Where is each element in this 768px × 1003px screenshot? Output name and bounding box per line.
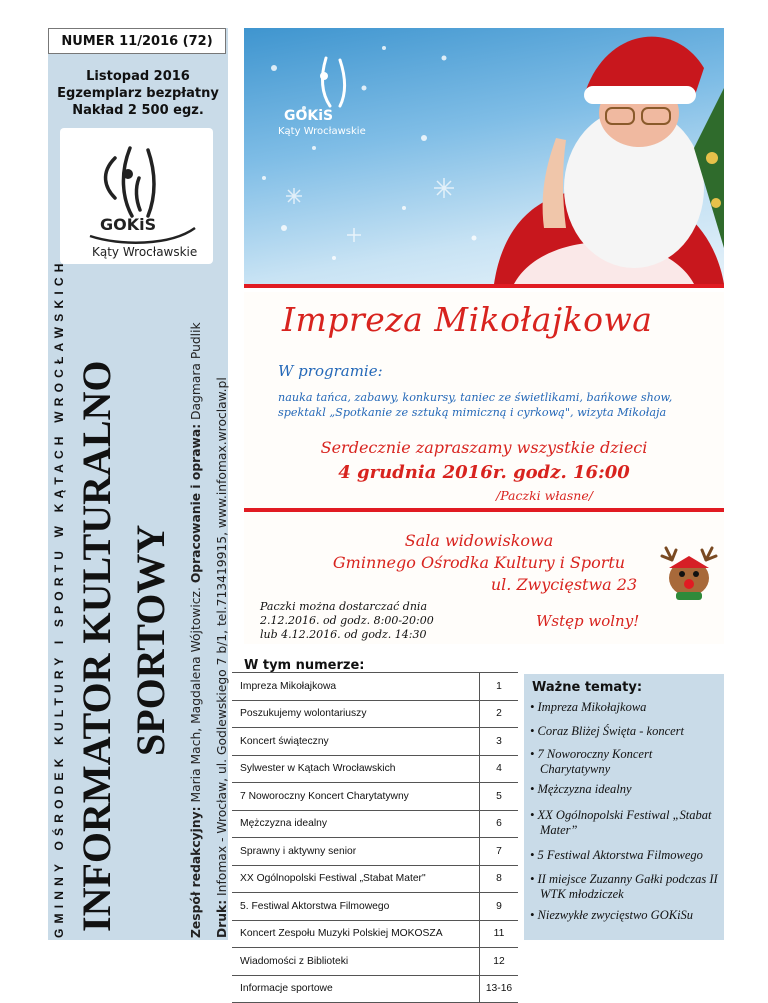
topic-item bbox=[530, 782, 722, 797]
editorial-team bbox=[188, 322, 204, 938]
topic-text: 5 Festiwal Aktorstwa Filmowego bbox=[537, 848, 703, 862]
bullet-icon: • bbox=[530, 908, 538, 922]
toc-entry-title: Sprawny i aktywny senior bbox=[232, 838, 480, 866]
toc-entry-page: 11 bbox=[480, 920, 519, 948]
toc-row[interactable] bbox=[232, 865, 518, 893]
topic-text: II miejsce Zuzanny Gałki podczas II WTK młodziczek bbox=[537, 872, 718, 901]
toc-entry-title: Informacje sportowe bbox=[232, 975, 480, 1003]
bullet-icon: • bbox=[530, 747, 538, 761]
toc-entry-page: 3 bbox=[480, 728, 519, 756]
venue-line-3: ul. Zwycięstwa 23 bbox=[490, 575, 638, 594]
hero-divider bbox=[244, 284, 724, 288]
issue-print-run: Nakład 2 500 egz. bbox=[72, 103, 204, 118]
toc-entry-title: XX Ogólnopolski Festiwal „Stabat Mater" bbox=[232, 865, 480, 893]
toc-entry-page: 1 bbox=[480, 673, 519, 701]
organization-name: GMINNY OŚRODEK KULTURY I SPORTU W KĄTACH WROCŁAWSKICH bbox=[52, 258, 66, 938]
topic-item bbox=[530, 872, 722, 902]
topic-item bbox=[530, 724, 722, 739]
toc-row[interactable] bbox=[232, 975, 518, 1003]
toc-row[interactable] bbox=[232, 783, 518, 811]
toc-entry-page: 6 bbox=[480, 810, 519, 838]
newsletter-title-line1: INFORMATOR KULTURALNO bbox=[74, 360, 119, 932]
admission-free: Wstęp wolny! bbox=[536, 612, 640, 630]
topics-heading: Ważne tematy: bbox=[532, 680, 643, 695]
logo-text: GOKiS bbox=[100, 215, 157, 234]
newsletter-title-line2: SPORTOWY bbox=[128, 524, 173, 756]
hero-logo-subtext: Kąty Wrocławskie bbox=[278, 126, 366, 137]
topic-item bbox=[530, 808, 722, 838]
package-line-1: Paczki można dostarczać dnia bbox=[260, 600, 428, 613]
bullet-icon: • bbox=[530, 724, 538, 738]
topic-item bbox=[530, 747, 722, 777]
gokis-logo bbox=[60, 128, 213, 264]
topic-text: Coraz Bliżej Święta - koncert bbox=[537, 724, 685, 738]
toc-entry-page: 8 bbox=[480, 865, 519, 893]
design-label: Opracowanie i oprawa: bbox=[189, 423, 203, 584]
toc-entry-page: 7 bbox=[480, 838, 519, 866]
toc-row[interactable] bbox=[232, 728, 518, 756]
venue-line-1: Sala widowiskowa bbox=[404, 531, 554, 550]
print-details: Infomax - Wrocław, ul. Godlewskiego 7 b/1, tel.713419915, www.infomax.wroclaw.pl bbox=[215, 377, 229, 896]
event-venue bbox=[244, 530, 714, 596]
team-names: Maria Mach, Magdalena Wójtowicz. bbox=[189, 587, 203, 803]
gokis-logo-mark bbox=[60, 128, 213, 264]
toc-row[interactable] bbox=[232, 838, 518, 866]
santa-hero-image bbox=[244, 28, 724, 284]
toc-row[interactable] bbox=[232, 810, 518, 838]
event-title: Impreza Mikołajkowa bbox=[282, 300, 653, 339]
topic-item bbox=[530, 848, 722, 863]
toc-entry-title: Poszukujemy wolontariuszy bbox=[232, 700, 480, 728]
topic-item bbox=[530, 908, 722, 923]
issue-month: Listopad 2016 bbox=[86, 69, 190, 84]
logo-subtext: Kąty Wrocławskie bbox=[92, 245, 198, 259]
bullet-icon: • bbox=[530, 848, 538, 862]
toc-row[interactable] bbox=[232, 948, 518, 976]
venue-line-2: Gminnego Ośrodka Kultury i Sportu bbox=[332, 553, 626, 572]
topic-text: Mężczyzna idealny bbox=[537, 782, 632, 796]
bullet-icon: • bbox=[530, 782, 538, 796]
toc-entry-title: Koncert świąteczny bbox=[232, 728, 480, 756]
toc-entry-page: 4 bbox=[480, 755, 519, 783]
event-divider bbox=[244, 508, 724, 512]
hero-logo-text: GOKiS bbox=[284, 108, 334, 124]
print-label: Druk: bbox=[215, 899, 229, 938]
topic-item bbox=[530, 700, 722, 715]
bullet-icon: • bbox=[530, 700, 538, 714]
topic-text: Niezwykłe zwycięstwo GOKiSu bbox=[537, 908, 694, 922]
toc-entry-title: Sylwester w Kątach Wrocławskich bbox=[232, 755, 480, 783]
toc-row[interactable] bbox=[232, 700, 518, 728]
toc-entry-page: 9 bbox=[480, 893, 519, 921]
toc-entry-page: 13-16 bbox=[480, 975, 519, 1003]
toc-entry-page: 12 bbox=[480, 948, 519, 976]
program-label: W programie: bbox=[278, 362, 383, 380]
bullet-icon: • bbox=[530, 808, 538, 822]
issue-meta bbox=[48, 68, 228, 119]
issue-copy: Egzemplarz bezpłatny bbox=[57, 86, 219, 101]
toc-row[interactable] bbox=[232, 893, 518, 921]
design-name: Dagmara Pudlik bbox=[189, 322, 203, 420]
reindeer-icon bbox=[654, 546, 724, 608]
package-info bbox=[260, 600, 434, 642]
toc-row[interactable] bbox=[232, 673, 518, 701]
program-line-1: nauka tańca, zabawy, konkursy, taniec ze świetlikami, bańkowe show, bbox=[278, 391, 673, 404]
toc-entry-title: Impreza Mikołajkowa bbox=[232, 673, 480, 701]
santa-illustration bbox=[244, 28, 724, 284]
event-invitation: Serdecznie zapraszamy wszystkie dzieci bbox=[320, 438, 648, 457]
toc-entry-title: Koncert Zespołu Muzyki Polskiej MOKOSZA bbox=[232, 920, 480, 948]
issue-number: NUMER 11/2016 (72) bbox=[48, 28, 226, 54]
package-line-2: 2.12.2016. od godz. 8:00-20:00 bbox=[260, 614, 434, 627]
toc-entry-page: 2 bbox=[480, 700, 519, 728]
toc-entry-title: 7 Noworoczny Koncert Charytatywny bbox=[232, 783, 480, 811]
topic-text: XX Ogólnopolski Festiwal „Stabat Mater” bbox=[537, 808, 712, 837]
toc-entry-title: Mężczyzna idealny bbox=[232, 810, 480, 838]
toc-row[interactable] bbox=[232, 920, 518, 948]
toc-row[interactable] bbox=[232, 755, 518, 783]
toc-heading: W tym numerze: bbox=[244, 658, 365, 673]
program-description bbox=[278, 390, 718, 420]
event-date: 4 grudnia 2016r. godz. 16:00 bbox=[338, 462, 630, 483]
toc-entry-page: 5 bbox=[480, 783, 519, 811]
toc-table bbox=[232, 672, 518, 1003]
bullet-icon: • bbox=[530, 872, 538, 886]
toc-entry-title: Wiadomości z Biblioteki bbox=[232, 948, 480, 976]
toc-entry-title: 5. Festiwal Aktorstwa Filmowego bbox=[232, 893, 480, 921]
event-bring-note: /Paczki własne/ bbox=[496, 488, 593, 503]
topic-text: Impreza Mikołajkowa bbox=[537, 700, 647, 714]
print-info bbox=[214, 377, 230, 938]
program-line-2: spektakl „Spotkanie ze sztuką mimiczną i cyrkową", wizyta Mikołaja bbox=[278, 406, 667, 419]
package-line-3: lub 4.12.2016. od godz. 14:30 bbox=[260, 628, 427, 641]
team-label: Zespół redakcyjny: bbox=[189, 806, 203, 938]
topic-text: 7 Noworoczny Koncert Charytatywny bbox=[537, 747, 653, 776]
